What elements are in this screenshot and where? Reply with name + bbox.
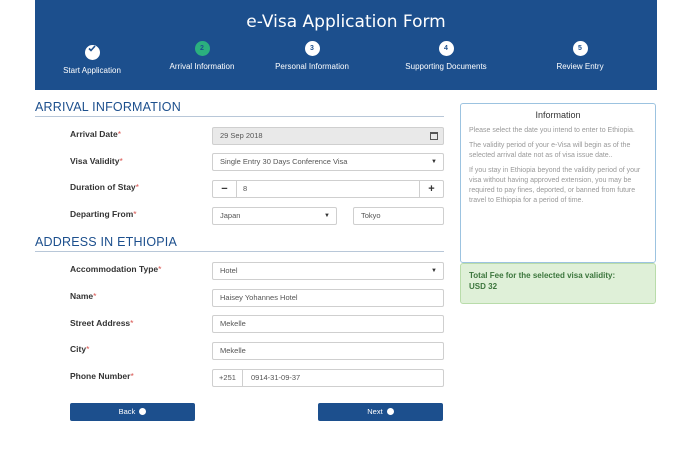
plus-button[interactable]: +	[419, 181, 443, 197]
arrow-right-circle-icon	[387, 408, 394, 415]
departing-label: Departing From*	[70, 209, 137, 219]
information-panel	[460, 103, 656, 263]
total-fee-amount: USD 32	[469, 282, 498, 291]
page-title: e-Visa Application Form	[246, 12, 446, 32]
phone-number-input[interactable]	[212, 369, 444, 387]
visa-validity-value: Single Entry 30 Days Conference Visa	[220, 157, 348, 166]
phone-number-label: Phone Number*	[70, 371, 134, 381]
accommodation-type-select[interactable]	[212, 262, 444, 280]
street-address-label: Street Address*	[70, 318, 134, 328]
calendar-icon[interactable]	[430, 132, 438, 140]
step-label: Start Application	[63, 66, 121, 75]
name-input[interactable]	[212, 289, 444, 307]
chevron-down-icon: ▼	[324, 213, 330, 219]
step-review-entry[interactable]	[515, 41, 645, 71]
step-number: 5	[573, 41, 588, 56]
back-button-label: Back	[118, 407, 136, 416]
back-button[interactable]	[70, 403, 195, 421]
name-label: Name*	[70, 291, 97, 301]
step-number: 3	[305, 41, 320, 56]
information-paragraph: If you stay in Ethiopia beyond the validity period of your visa without having approved extension, you may be required to pay fines, deported, or banned from future travel to Ethiopia for a period of time.	[469, 167, 641, 204]
step-number: 2	[195, 41, 210, 56]
street-address-value: Mekelle	[220, 319, 246, 328]
duration-value: 8	[243, 184, 248, 193]
information-paragraph: The validity period of your e-Visa will begin as of the selected arrival date not as of visa issue date..	[469, 142, 631, 159]
city-value: Mekelle	[220, 346, 246, 355]
name-value: Haisey Yohannes Hotel	[220, 293, 298, 302]
check-icon	[85, 45, 100, 60]
minus-button[interactable]: −	[213, 181, 237, 197]
chevron-down-icon: ▼	[431, 159, 437, 165]
arrival-date-value: 29 Sep 2018	[220, 131, 263, 140]
next-button-label: Next	[367, 407, 383, 416]
address-section-title: ADDRESS IN ETHIOPIA	[35, 235, 444, 252]
phone-number-value: 0914-31-09-37	[251, 373, 301, 382]
arrival-date-input[interactable]	[212, 127, 444, 145]
form-header	[35, 0, 657, 90]
phone-country-code: +251	[213, 370, 243, 386]
departing-country-value: Japan	[220, 211, 241, 220]
information-title: Information	[535, 110, 581, 120]
total-fee-label: Total Fee for the selected visa validity:	[469, 271, 616, 280]
accommodation-type-label: Accommodation Type*	[70, 264, 162, 274]
visa-validity-label: Visa Validity*	[70, 156, 123, 166]
accommodation-type-value: Hotel	[220, 266, 238, 275]
chevron-down-icon: ▼	[431, 268, 437, 274]
departing-city-value: Tokyo	[361, 211, 381, 220]
arrival-date-label: Arrival Date*	[70, 129, 122, 139]
duration-label: Duration of Stay*	[70, 182, 139, 192]
departing-city-input[interactable]	[353, 207, 444, 225]
arrow-left-circle-icon	[139, 408, 146, 415]
information-paragraph: Please select the date you intend to enter to Ethiopia.	[469, 127, 635, 134]
step-label: Arrival Information	[169, 62, 235, 71]
arrival-section-title: ARRIVAL INFORMATION	[35, 100, 444, 117]
step-label: Personal Information	[275, 62, 349, 71]
next-button[interactable]	[318, 403, 443, 421]
city-label: City*	[70, 344, 90, 354]
step-label: Supporting Documents	[405, 62, 487, 71]
step-label: Review Entry	[556, 62, 604, 71]
street-address-input[interactable]	[212, 315, 444, 333]
departing-country-select[interactable]	[212, 207, 337, 225]
total-fee-box	[460, 263, 656, 304]
city-input[interactable]	[212, 342, 444, 360]
duration-stepper[interactable]	[212, 180, 444, 198]
step-number: 4	[439, 41, 454, 56]
step-personal-information[interactable]	[247, 41, 377, 71]
visa-validity-select[interactable]	[212, 153, 444, 171]
step-supporting-documents[interactable]	[381, 41, 511, 71]
